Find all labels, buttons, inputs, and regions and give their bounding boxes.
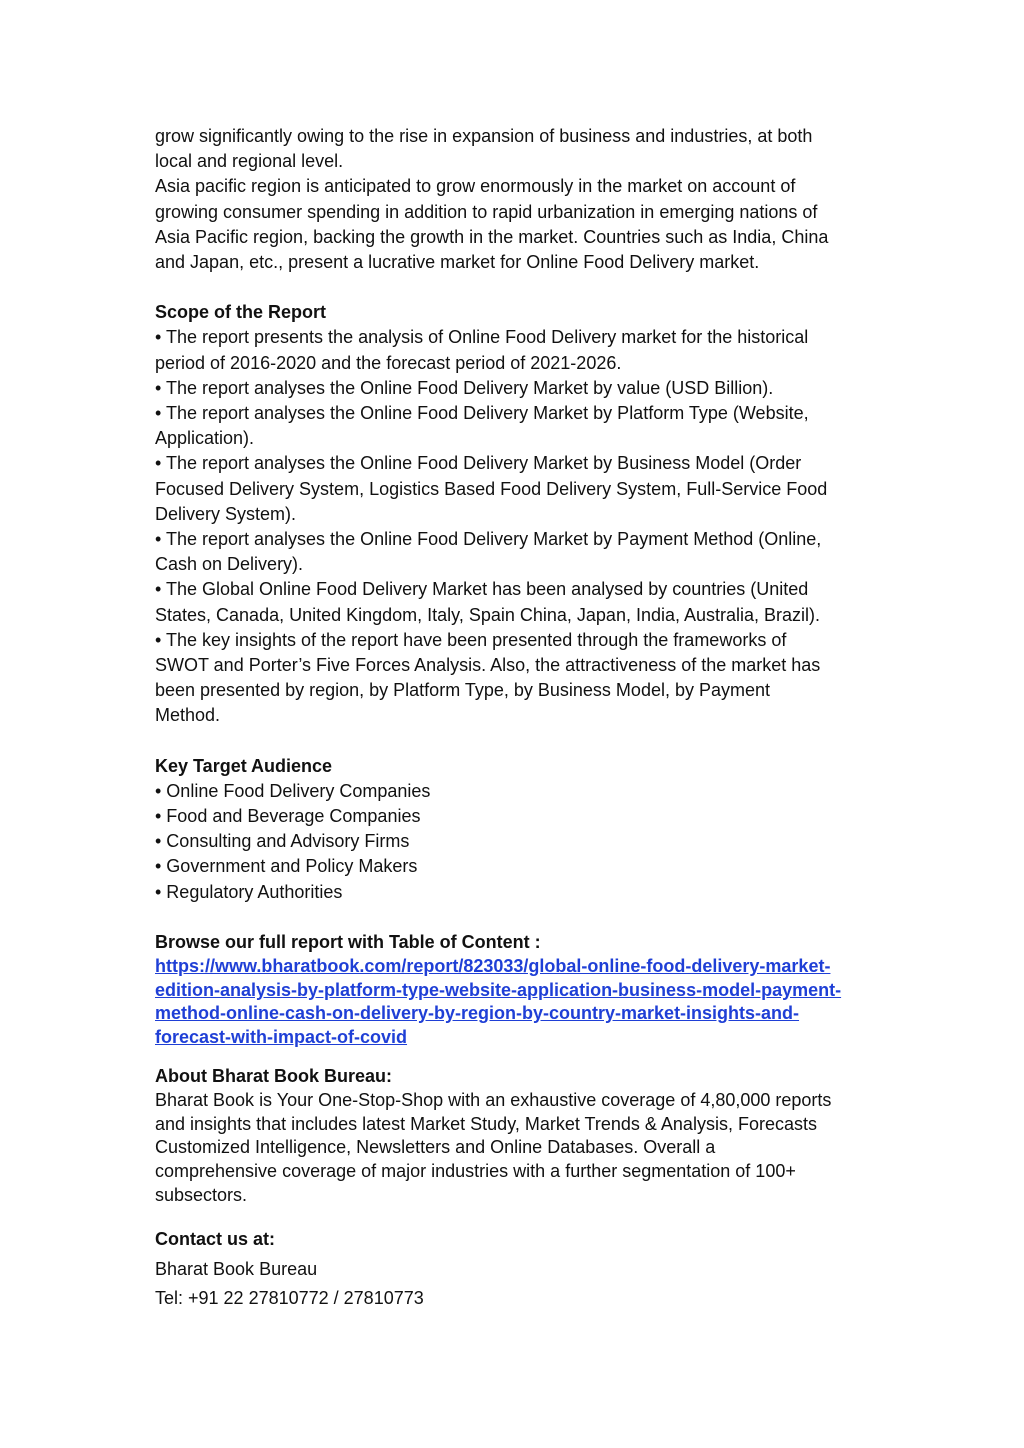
audience-section bbox=[155, 754, 875, 905]
report-link-line[interactable]: method-online-cash-on-delivery-by-region-by-country-market-insights-and- bbox=[155, 1003, 800, 1024]
about-line: and insights that includes latest Market Study, Market Trends & Analysis, Forecasts bbox=[155, 1113, 817, 1134]
about-heading: About Bharat Book Bureau: bbox=[155, 1066, 393, 1087]
scope-line: • The key insights of the report have been presented through the frameworks of bbox=[155, 629, 787, 650]
about-line: Customized Intelligence, Newsletters and Online Databases. Overall a bbox=[155, 1137, 716, 1158]
contact-company: Bharat Book Bureau bbox=[155, 1258, 318, 1279]
scope-line: Focused Delivery System, Logistics Based Food Delivery System, Full-Service Food bbox=[155, 478, 828, 499]
scope-line: • The report analyses the Online Food Delivery Market by Business Model (Order bbox=[155, 453, 802, 474]
intro-line: Asia pacific region is anticipated to grow enormously in the market on account of bbox=[155, 176, 796, 197]
audience-item: • Online Food Delivery Companies bbox=[155, 780, 431, 801]
scope-line: been presented by region, by Platform Type, by Business Model, by Payment bbox=[155, 680, 771, 701]
scope-line: SWOT and Porter’s Five Forces Analysis. Also, the attractiveness of the market has bbox=[155, 655, 821, 676]
browse-section bbox=[155, 930, 875, 1049]
scope-section bbox=[155, 300, 875, 728]
scope-line: • The report presents the analysis of Online Food Delivery market for the historical bbox=[155, 327, 809, 348]
audience-item: • Food and Beverage Companies bbox=[155, 806, 421, 827]
scope-line: Cash on Delivery). bbox=[155, 554, 304, 575]
audience-item: • Government and Policy Makers bbox=[155, 856, 418, 877]
scope-line: • The Global Online Food Delivery Market has been analysed by countries (United bbox=[155, 579, 809, 600]
report-link-line[interactable]: edition-analysis-by-platform-type-website-application-business-model-payment- bbox=[155, 979, 842, 1000]
document-page bbox=[155, 124, 875, 1313]
report-link-line[interactable]: https://www.bharatbook.com/report/823033/global-online-food-delivery-market- bbox=[155, 956, 831, 977]
audience-item: • Consulting and Advisory Firms bbox=[155, 831, 410, 852]
audience-heading: Key Target Audience bbox=[155, 755, 333, 776]
intro-line: growing consumer spending in addition to rapid urbanization in emerging nations of bbox=[155, 201, 818, 222]
scope-line: • The report analyses the Online Food Delivery Market by Platform Type (Website, bbox=[155, 403, 809, 424]
contact-section bbox=[155, 1227, 875, 1312]
scope-line: Application). bbox=[155, 428, 255, 449]
about-line: comprehensive coverage of major industries with a further segmentation of 100+ bbox=[155, 1160, 796, 1181]
intro-paragraph bbox=[155, 124, 875, 275]
scope-line: Delivery System). bbox=[155, 503, 297, 524]
scope-line: States, Canada, United Kingdom, Italy, Spain China, Japan, India, Australia, Brazil). bbox=[155, 604, 821, 625]
intro-line: local and regional level. bbox=[155, 151, 344, 172]
intro-line: grow significantly owing to the rise in expansion of business and industries, at both bbox=[155, 126, 813, 146]
contact-heading: Contact us at: bbox=[155, 1229, 276, 1250]
scope-line: • The report analyses the Online Food Delivery Market by Payment Method (Online, bbox=[155, 529, 822, 550]
report-link[interactable] bbox=[155, 955, 875, 1049]
browse-heading: Browse our full report with Table of Content : bbox=[155, 931, 541, 952]
intro-line: and Japan, etc., present a lucrative market for Online Food Delivery market. bbox=[155, 252, 760, 273]
scope-line: • The report analyses the Online Food Delivery Market by value (USD Billion). bbox=[155, 377, 774, 398]
audience-item: • Regulatory Authorities bbox=[155, 881, 343, 902]
intro-line: Asia Pacific region, backing the growth in the market. Countries such as India, China bbox=[155, 226, 829, 247]
report-link-line[interactable]: forecast-with-impact-of-covid bbox=[155, 1026, 408, 1047]
scope-line: Method. bbox=[155, 705, 221, 726]
scope-line: period of 2016-2020 and the forecast period of 2021-2026. bbox=[155, 352, 622, 373]
about-line: subsectors. bbox=[155, 1184, 248, 1205]
about-section bbox=[155, 1065, 875, 1207]
scope-heading: Scope of the Report bbox=[155, 302, 327, 323]
about-line: Bharat Book is Your One-Stop-Shop with an exhaustive coverage of 4,80,000 reports bbox=[155, 1089, 832, 1110]
contact-phone: Tel: +91 22 27810772 / 27810773 bbox=[155, 1287, 424, 1308]
